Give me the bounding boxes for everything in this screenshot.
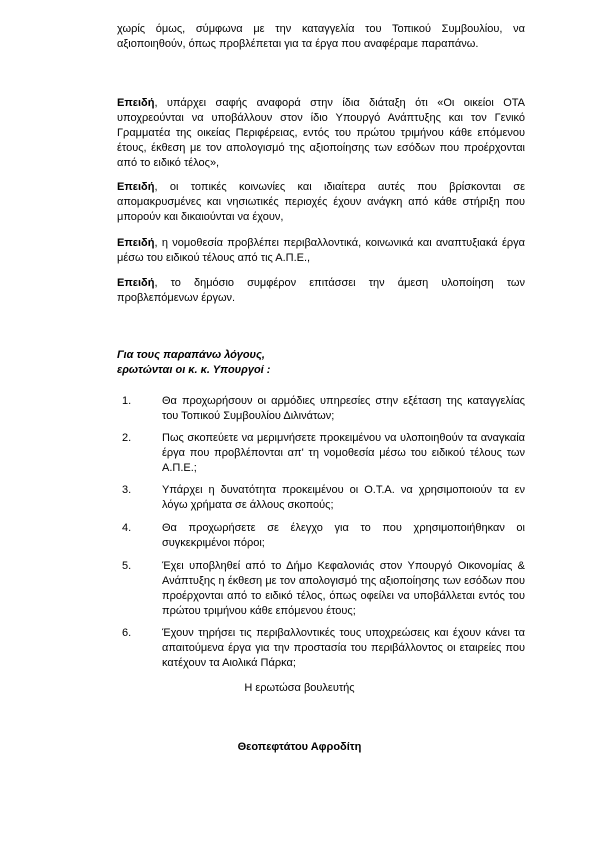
question-number: 3. — [122, 484, 132, 496]
paragraph-epeidi-2 — [117, 180, 525, 225]
paragraph-lead: Επειδή — [117, 277, 155, 289]
question-text: Θα προχωρήσουν οι αρμόδιες υπηρεσίες στην εξέταση της καταγγελίας του Τοπικού Συμβουλίου Διλινάτων; — [162, 395, 525, 422]
paragraph-lead: Επειδή — [117, 237, 155, 249]
question-number: 4. — [122, 522, 132, 534]
paragraph-text: , η νομοθεσία προβλέπει περιβαλλοντικά, κοινωνικά και αναπτυξιακά έργα μέσω του ειδικού τέλους από τις Α.Π.Ε., — [117, 237, 525, 264]
paragraph-epeidi-3 — [117, 236, 525, 266]
question-number: 6. — [122, 627, 132, 639]
question-text: Πως σκοπεύετε να μεριμνήσετε προκειμένου να υλοποιηθούν τα αναγκαία έργα που προβλέπονται απ' τη νομοθεσία μέσω του ειδικού τέλους των Α.Π.Ε.; — [162, 432, 525, 474]
paragraph-text: , το δημόσιο συμφέρον επιτάσσει την άμεση υλοποίηση των προβλεπόμενων έργων. — [117, 277, 525, 304]
paragraph-intro — [117, 22, 525, 52]
question-text: Θα προχωρήσετε σε έλεγχο για το που χρησιμοποιήθηκαν οι συγκεκριμένοι πόροι; — [162, 522, 525, 549]
question-text: Υπάρχει η δυνατότητα προκειμένου οι Ο.Τ.Α. να χρησιμοποιούν τα εν λόγω χρήματα σε άλλους σκοπούς; — [162, 484, 525, 511]
paragraph-text: , υπάρχει σαφής αναφορά στην ίδια διάταξη ότι «Οι οικείοι ΟΤΑ υποχρεούνται να υποβάλλουν στον ίδιο Υπουργό Ανάπτυξης και τον Γενικό Γραμματέα της οικείας Περιφέρειας, εντός του πρώτου τριμήνου κάθε επόμενου έτους, έκθεση με τον απολογισμό της αξιοποίησης των εσόδων που προέρχονται από το ειδικό τέλος», — [117, 97, 525, 169]
questions-heading-line2: ερωτώνται οι κ. κ. Υπουργοί : — [117, 364, 271, 376]
question-text: Έχει υποβληθεί από το Δήμο Κεφαλονιάς στον Υπουργό Οικονομίας & Ανάπτυξης η έκθεση με τον απολογισμό της αξιοποίησης των εσόδων που προέρχονται από το ειδικό τέλος, όπως οφείλει να υποβάλλεται εντός του πρώτου τριμήνου κάθε επόμενου έτους; — [162, 560, 525, 617]
question-number: 5. — [122, 560, 132, 572]
paragraph-epeidi-1 — [117, 96, 525, 171]
mp-role: Η ερωτώσα βουλευτής — [244, 682, 355, 694]
question-text: Έχουν τηρήσει τις περιβαλλοντικές τους υποχρεώσεις και έχουν κάνει τα απαιτούμενα έργα για την προστασία του περιβάλλοντος οι εταιρείες που κατέχουν τα Αιολικά Πάρκα; — [162, 627, 525, 669]
paragraph-lead: Επειδή — [117, 181, 155, 193]
paragraph-text: , οι τοπικές κοινωνίες και ιδιαίτερα αυτές που βρίσκονται σε απομακρυσμένες και νησιωτικές περιοχές έχουν ανάγκη από κάθε στήριξη που μπορούν και δικαιούνται να έχουν, — [117, 181, 525, 223]
question-number: 2. — [122, 432, 132, 444]
paragraph-lead: Επειδή — [117, 97, 155, 109]
paragraph-epeidi-4 — [117, 276, 525, 306]
questions-heading-line1: Για τους παραπάνω λόγους, — [117, 349, 265, 361]
paragraph-text: χωρίς όμως, σύμφωνα με την καταγγελία του Τοπικού Συμβουλίου, να αξιοποιηθούν, όπως προβλέπεται για τα έργα που αναφέραμε παραπάνω. — [117, 23, 525, 50]
questions-heading — [117, 348, 417, 378]
mp-signature-name: Θεοπεφτάτου Αφροδίτη — [237, 741, 362, 753]
question-number: 1. — [122, 395, 132, 407]
